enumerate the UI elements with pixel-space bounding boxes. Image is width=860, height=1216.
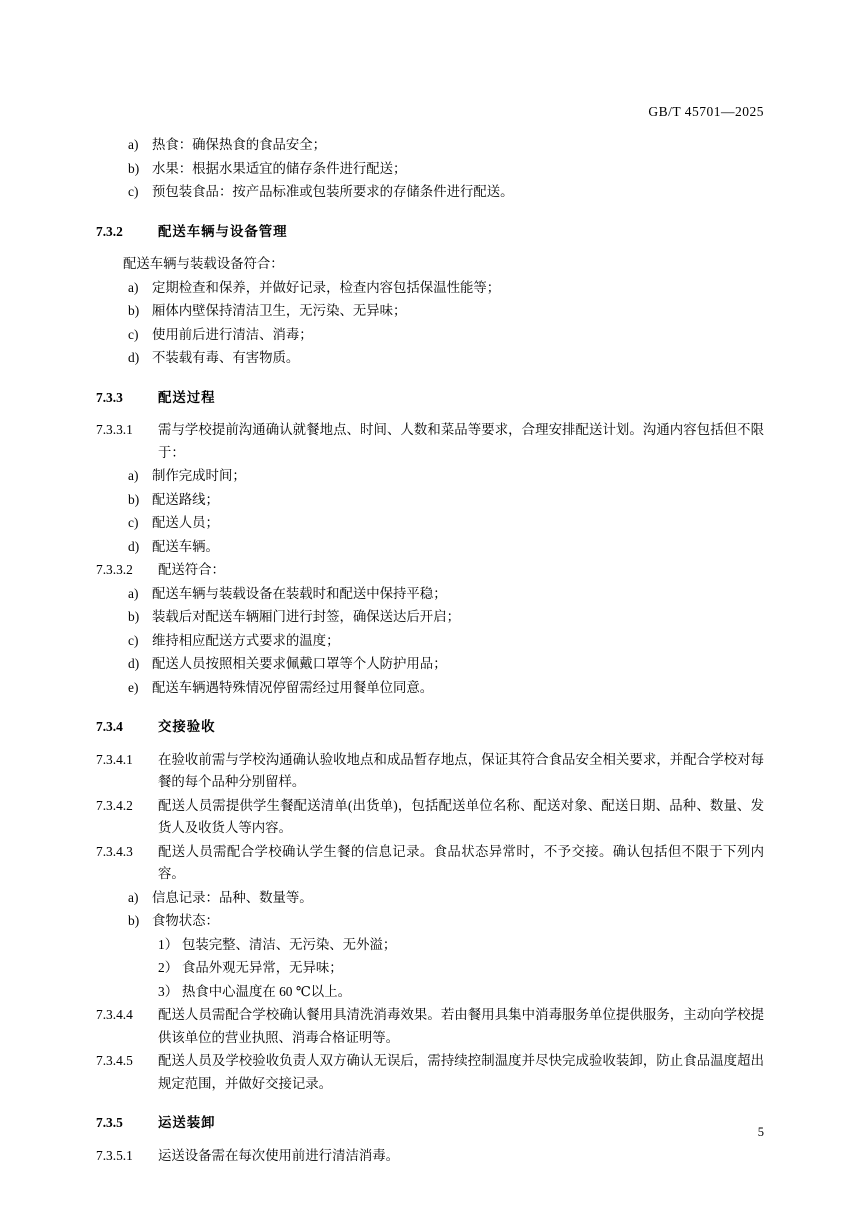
sub-list-item bbox=[96, 981, 764, 1004]
list-text: 配送路线； bbox=[152, 491, 219, 507]
section-number: 7.3.4 bbox=[96, 719, 123, 734]
clause-text: 配送人员及学校验收负责人双方确认无误后，需持续控制温度并尽快完成验收装卸，防止食品温度超出规定范围，并做好交接记录。 bbox=[158, 1053, 764, 1091]
list-item bbox=[96, 512, 764, 535]
clause-7-3-4-2 bbox=[96, 795, 764, 840]
list-item bbox=[96, 489, 764, 512]
section-number: 7.3.3 bbox=[96, 389, 123, 405]
clause-number: 7.3.5.1 bbox=[96, 1147, 133, 1163]
list-text: 预包装食品：按产品标准或包装所要求的存储条件进行配送。 bbox=[152, 184, 514, 199]
list-text: 厢体内壁保持清洁卫生，无污染、无异味； bbox=[152, 303, 407, 318]
clause-7-3-3-1 bbox=[96, 419, 764, 464]
list-marker: a) bbox=[128, 889, 139, 905]
sub-list-text: 包装完整、清洁、无污染、无外溢； bbox=[182, 936, 397, 952]
clause-7-3-4-1 bbox=[96, 749, 764, 794]
list-text: 使用前后进行清洁、消毒； bbox=[152, 326, 313, 342]
list-marker: b) bbox=[128, 303, 140, 318]
section-heading-7-3-2 bbox=[96, 221, 764, 244]
list-text: 装载后对配送车辆厢门进行封签，确保送达后开启； bbox=[152, 609, 460, 624]
list-marker: d) bbox=[128, 350, 140, 365]
standard-code: GB/T 45701—2025 bbox=[648, 104, 764, 119]
list-text: 配送车辆与装载设备在装载时和配送中保持平稳； bbox=[152, 585, 447, 601]
clause-text: 配送人员需配合学校确认餐用具清洗消毒效果。若由餐用具集中消毒服务单位提供服务，主动向学校提供该单位的营业执照、消毒合格证明等。 bbox=[158, 1007, 764, 1045]
clause-number: 7.3.3.1 bbox=[96, 422, 133, 437]
section-number: 7.3.2 bbox=[96, 223, 123, 239]
list-item bbox=[96, 606, 764, 629]
clause-text: 在验收前需与学校沟通确认验收地点和成品暂存地点，保证其符合食品安全相关要求，并配合学校对每餐的每个品种分别留样。 bbox=[158, 751, 764, 789]
section-heading-7-3-3 bbox=[96, 387, 764, 410]
list-text: 信息记录：品种、数量等。 bbox=[152, 889, 313, 905]
list-text: 不装载有毒、有害物质。 bbox=[152, 350, 300, 365]
sub-list-text: 食品外观无异常，无异味； bbox=[182, 960, 343, 975]
list-marker: a) bbox=[128, 137, 139, 152]
clause-list bbox=[96, 465, 764, 558]
page-number: 5 bbox=[757, 1125, 764, 1139]
list-item bbox=[96, 347, 764, 370]
list-item bbox=[96, 677, 764, 700]
list-marker: a) bbox=[128, 585, 139, 601]
list-item bbox=[96, 158, 764, 181]
list-item bbox=[96, 300, 764, 323]
clause-list bbox=[96, 887, 764, 1004]
clause-7-3-5-1 bbox=[96, 1145, 764, 1168]
list-item bbox=[96, 887, 764, 910]
list-text: 热食：确保热食的食品安全； bbox=[152, 137, 327, 152]
list-marker: d) bbox=[128, 656, 140, 671]
clause-text: 需与学校提前沟通确认就餐地点、时间、人数和菜品等要求，合理安排配送计划。沟通内容包括但不限于： bbox=[158, 422, 764, 460]
clause-text: 运送设备需在每次使用前进行清洁消毒。 bbox=[158, 1147, 400, 1163]
clause-7-3-4-5 bbox=[96, 1050, 764, 1095]
sub-list-item bbox=[96, 934, 764, 957]
list-marker: b) bbox=[128, 160, 140, 176]
section-title: 配送过程 bbox=[158, 389, 216, 405]
list-marker: b) bbox=[128, 609, 140, 624]
list-marker: d) bbox=[128, 538, 140, 554]
clause-number: 7.3.4.4 bbox=[96, 1007, 133, 1022]
list-text: 水果：根据水果适宜的储存条件进行配送； bbox=[152, 160, 407, 176]
clause-7-3-4-4 bbox=[96, 1004, 764, 1049]
list-marker: a) bbox=[128, 279, 139, 295]
list-text: 配送车辆遇特殊情况停留需经过用餐单位同意。 bbox=[152, 679, 434, 695]
clause-text: 配送人员需配合学校确认学生餐的信息记录。食品状态异常时，不予交接。确认包括但不限于下列内容。 bbox=[158, 843, 764, 881]
list-item bbox=[96, 653, 764, 676]
page-content bbox=[96, 133, 764, 1167]
list-marker: c) bbox=[128, 184, 139, 199]
clause-number: 7.3.4.1 bbox=[96, 751, 133, 767]
list-marker: c) bbox=[128, 632, 139, 648]
list-item bbox=[96, 181, 764, 204]
list-item bbox=[96, 536, 764, 559]
list-item bbox=[96, 630, 764, 653]
list-item bbox=[96, 324, 764, 347]
clause-list bbox=[96, 583, 764, 700]
top-list bbox=[96, 134, 764, 204]
list-item bbox=[96, 465, 764, 488]
section-lead: 配送车辆与装载设备符合： bbox=[123, 256, 284, 271]
page-header bbox=[96, 98, 764, 120]
sub-list-marker: 1） bbox=[158, 936, 179, 952]
list-marker: c) bbox=[128, 326, 139, 342]
list-text: 食物状态： bbox=[152, 913, 219, 928]
section-title: 交接验收 bbox=[158, 719, 216, 734]
clause-number: 7.3.4.2 bbox=[96, 797, 133, 813]
sub-list-item bbox=[96, 957, 764, 980]
clause-number: 7.3.3.2 bbox=[96, 562, 133, 577]
section-heading-7-3-4 bbox=[96, 716, 764, 739]
section-title: 配送车辆与设备管理 bbox=[158, 223, 288, 239]
section-list bbox=[96, 277, 764, 370]
sub-list-marker: 2） bbox=[158, 960, 179, 975]
list-marker: b) bbox=[128, 491, 140, 507]
list-text: 配送人员按照相关要求佩戴口罩等个人防护用品； bbox=[152, 656, 447, 671]
list-text: 配送人员； bbox=[152, 515, 219, 530]
list-text: 定期检查和保养，并做好记录，检查内容包括保温性能等； bbox=[152, 279, 501, 295]
list-text: 制作完成时间； bbox=[152, 468, 246, 483]
list-text: 维持相应配送方式要求的温度； bbox=[152, 632, 340, 648]
list-item bbox=[96, 134, 764, 157]
clause-text: 配送符合： bbox=[158, 562, 225, 577]
list-item bbox=[96, 277, 764, 300]
section-number: 7.3.5 bbox=[96, 1115, 123, 1130]
list-item bbox=[96, 910, 764, 933]
list-marker: a) bbox=[128, 468, 139, 483]
list-text: 配送车辆。 bbox=[152, 538, 219, 554]
clause-7-3-4-3 bbox=[96, 841, 764, 886]
sub-list-marker: 3） bbox=[158, 983, 179, 999]
clause-text: 配送人员需提供学生餐配送清单(出货单)，包括配送单位名称、配送对象、配送日期、品种、数量、发货人及收货人等内容。 bbox=[158, 797, 764, 835]
list-marker: e) bbox=[128, 679, 139, 695]
list-marker: b) bbox=[128, 913, 140, 928]
list-marker: c) bbox=[128, 515, 139, 530]
clause-7-3-3-2 bbox=[96, 559, 764, 582]
section-title: 运送装卸 bbox=[158, 1115, 216, 1130]
list-item bbox=[96, 583, 764, 606]
clause-number: 7.3.4.5 bbox=[96, 1053, 133, 1068]
clause-number: 7.3.4.3 bbox=[96, 843, 133, 859]
sub-list-text: 热食中心温度在 60 ℃以上。 bbox=[182, 983, 351, 999]
